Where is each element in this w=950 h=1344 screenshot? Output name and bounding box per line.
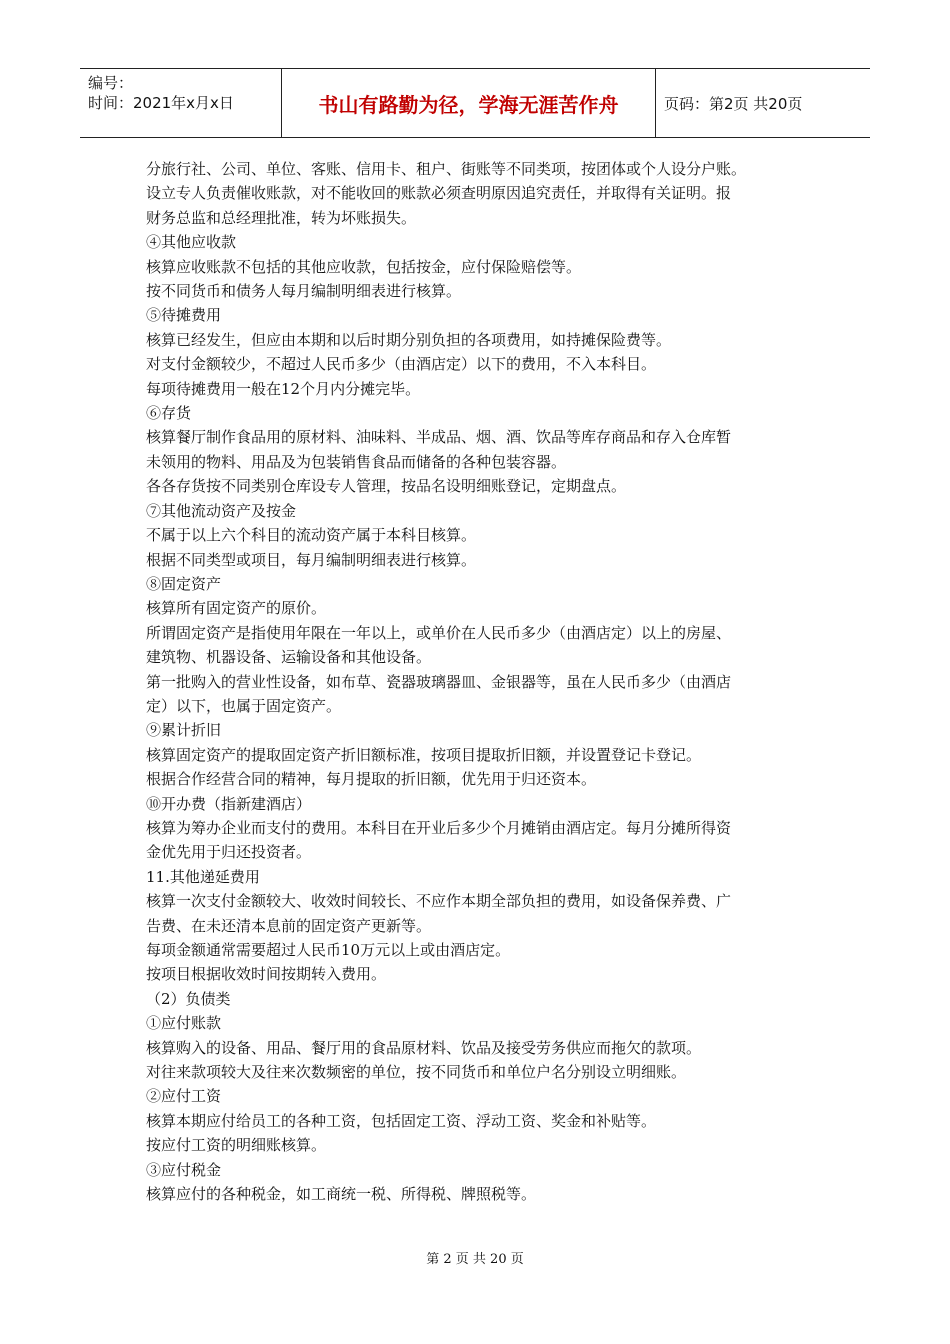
document-date: 时间：2021年x月x日: [88, 94, 234, 112]
body-line: 金优先用于归还投资者。: [146, 843, 312, 862]
header-motto: 书山有路勤为径，学海无涯苦作舟: [282, 69, 656, 137]
body-line: 所谓固定资产是指使用年限在一年以上，或单价在人民币多少（由酒店定）以上的房屋、: [146, 623, 732, 642]
document-number-label: 编号：: [88, 74, 134, 92]
body-line: 核算应收账款不包括的其他应收款，包括按金，应付保险赔偿等。: [146, 257, 582, 276]
header-meta: [80, 69, 282, 137]
body-line: 核算一次支付金额较大、收效时间较长、不应作本期全部负担的费用，如设备保养费、广: [146, 892, 732, 911]
body-line: ③应付税金: [146, 1160, 222, 1179]
document-body: [146, 157, 816, 1206]
body-line: 核算购入的设备、用品、餐厅用的食品原材料、饮品及接受劳务供应而拖欠的款项。: [146, 1038, 702, 1057]
body-line: ④其他应收款: [146, 233, 237, 252]
body-line: ⑤待摊费用: [146, 306, 222, 325]
body-line: 核算本期应付给员工的各种工资，包括固定工资、浮动工资、奖金和补贴等。: [146, 1111, 657, 1130]
body-line: 核算固定资产的提取固定资产折旧额标准，按项目提取折旧额，并设置登记卡登记。: [146, 745, 702, 764]
body-line: ⑩开办费（指新建酒店）: [146, 794, 312, 813]
body-line: 分旅行社、公司、单位、客账、信用卡、租户、街账等不同类项，按团体或个人设分户账。: [146, 160, 747, 178]
body-line: 每项待摊费用一般在12个月内分摊完毕。: [146, 379, 421, 398]
body-line: ⑥存货: [146, 404, 192, 423]
body-line: 核算餐厅制作食品用的原材料、油味料、半成品、烟、酒、饮品等库存商品和存入仓库暂: [146, 428, 732, 447]
body-line: 11.其他递延费用: [146, 867, 260, 886]
body-line: （2）负债类: [146, 989, 231, 1008]
body-line: 定）以下，也属于固定资产。: [146, 696, 342, 715]
body-line: 核算应付的各种税金，如工商统一税、所得税、牌照税等。: [146, 1185, 537, 1204]
body-line: 设立专人负责催收账款，对不能收回的账款必须查明原因追究责任，并取得有关证明。报: [146, 184, 732, 203]
body-line: ②应付工资: [146, 1087, 222, 1106]
body-line: 核算所有固定资产的原价。: [146, 599, 327, 618]
body-line: 建筑物、机器设备、运输设备和其他设备。: [146, 648, 432, 667]
header-page-info: 页码：第2页 共20页: [664, 94, 803, 113]
page-footer: 第 2 页 共 20 页: [426, 1252, 524, 1267]
body-line: 未领用的物料、用品及为包装销售食品而储备的各种包装容器。: [146, 452, 567, 471]
body-line: 根据合作经营合同的精神，每月提取的折旧额，优先用于归还资本。: [146, 770, 597, 789]
body-line: 核算已经发生，但应由本期和以后时期分别负担的各项费用，如持摊保险费等。: [146, 330, 672, 349]
body-line: 对支付金额较少，不超过人民币多少（由酒店定）以下的费用，不入本科目。: [146, 355, 657, 374]
page-header: [80, 68, 870, 138]
body-line: 按应付工资的明细账核算。: [146, 1136, 327, 1155]
body-line: 根据不同类型或项目，每月编制明细表进行核算。: [146, 550, 477, 569]
body-line: ⑦其他流动资产及按金: [146, 501, 297, 520]
body-line: 每项金额通常需要超过人民币10万元以上或由酒店定。: [146, 941, 511, 959]
body-line: 告费、在未还清本息前的固定资产更新等。: [146, 916, 432, 935]
body-line: 第一批购入的营业性设备，如布草、瓷器玻璃器皿、金银器等，虽在人民币多少（由酒店: [146, 672, 732, 691]
body-line: ⑧固定资产: [146, 574, 222, 593]
body-line: 财务总监和总经理批准，转为坏账损失。: [146, 208, 417, 227]
body-line: ⑨累计折旧: [146, 721, 222, 740]
body-line: ①应付账款: [146, 1014, 222, 1033]
body-line: 不属于以上六个科目的流动资产属于本科目核算。: [146, 526, 477, 545]
body-line: 按不同货币和债务人每月编制明细表进行核算。: [146, 282, 462, 301]
body-line: 核算为筹办企业而支付的费用。本科目在开业后多少个月摊销由酒店定。每月分摊所得资: [146, 818, 732, 837]
body-line: 对往来款项较大及往来次数频密的单位，按不同货币和单位户名分别设立明细账。: [146, 1063, 687, 1082]
body-line: 按项目根据收效时间按期转入费用。: [146, 965, 387, 984]
body-line: 各各存货按不同类别仓库设专人管理，按品名设明细账登记，定期盘点。: [146, 477, 627, 496]
